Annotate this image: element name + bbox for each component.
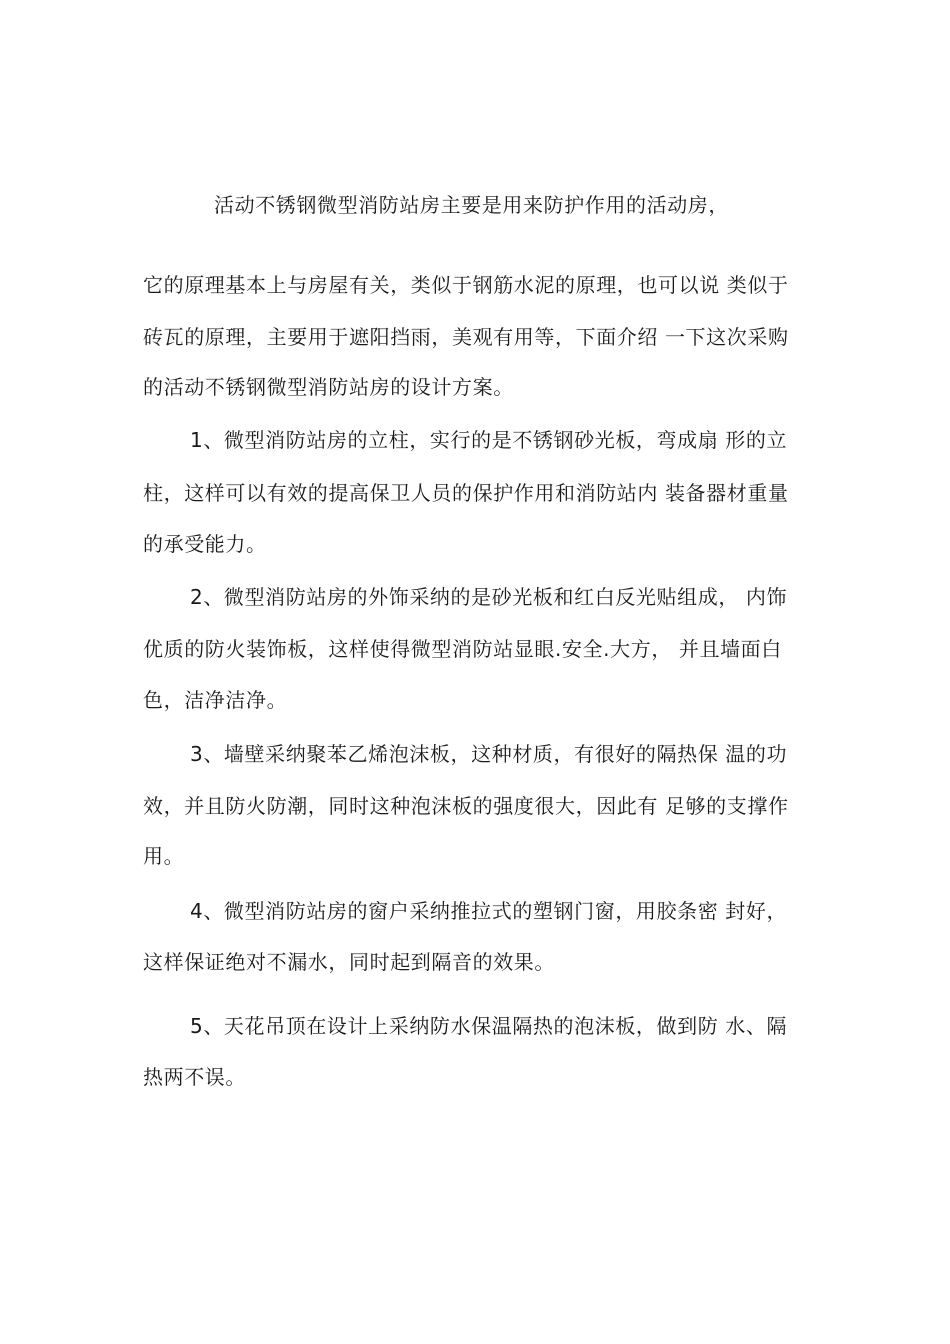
- paragraph-item-4-line-1: 4、微型消防站房的窗户采纳推拉式的塑钢门窗，用胶条密 封好，: [190, 899, 788, 923]
- paragraph-intro-line-4: 的活动不锈钢微型消防站房的设计方案。: [143, 375, 514, 399]
- paragraph-intro-line-1: 活动不锈钢微型消防站房主要是用来防护作用的活动房，: [214, 193, 729, 217]
- paragraph-intro-line-3: 砖瓦的原理，主要用于遮阳挡雨，美观有用等，下面介绍 一下这次采购: [143, 325, 789, 349]
- paragraph-item-3-line-2: 效，并且防火防潮，同时这种泡沫板的强度很大，因此有 足够的支撑作: [143, 794, 789, 818]
- paragraph-item-1-line-3: 的承受能力。: [143, 532, 267, 556]
- paragraph-item-5-line-2: 热两不误。: [143, 1065, 246, 1089]
- paragraph-intro-line-2: 它的原理基本上与房屋有关，类似于钢筋水泥的原理，也可以说 类似于: [143, 273, 789, 297]
- paragraph-item-3-line-3: 用。: [143, 844, 185, 868]
- paragraph-item-3-line-1: 3、墙壁采纳聚苯乙烯泡沫板，这种材质，有很好的隔热保 温的功: [190, 742, 788, 766]
- paragraph-item-1-line-1: 1、微型消防站房的立柱，实行的是不锈钢砂光板，弯成扇 形的立: [190, 428, 788, 452]
- paragraph-item-2-line-1: 2、微型消防站房的外饰采纳的是砂光板和红白反光贴组成， 内饰: [190, 585, 788, 609]
- paragraph-item-2-line-2: 优质的防火装饰板，这样使得微型消防站显眼.安全.大方， 并且墙面白: [143, 637, 782, 661]
- paragraph-item-5-line-1: 5、天花吊顶在设计上采纳防水保温隔热的泡沫板，做到防 水、隔: [190, 1014, 788, 1038]
- paragraph-item-2-line-3: 色，洁净洁净。: [143, 688, 288, 712]
- paragraph-item-1-line-2: 柱，这样可以有效的提高保卫人员的保护作用和消防站内 装备器材重量: [143, 481, 789, 505]
- paragraph-item-4-line-2: 这样保证绝对不漏水，同时起到隔音的效果。: [143, 950, 555, 974]
